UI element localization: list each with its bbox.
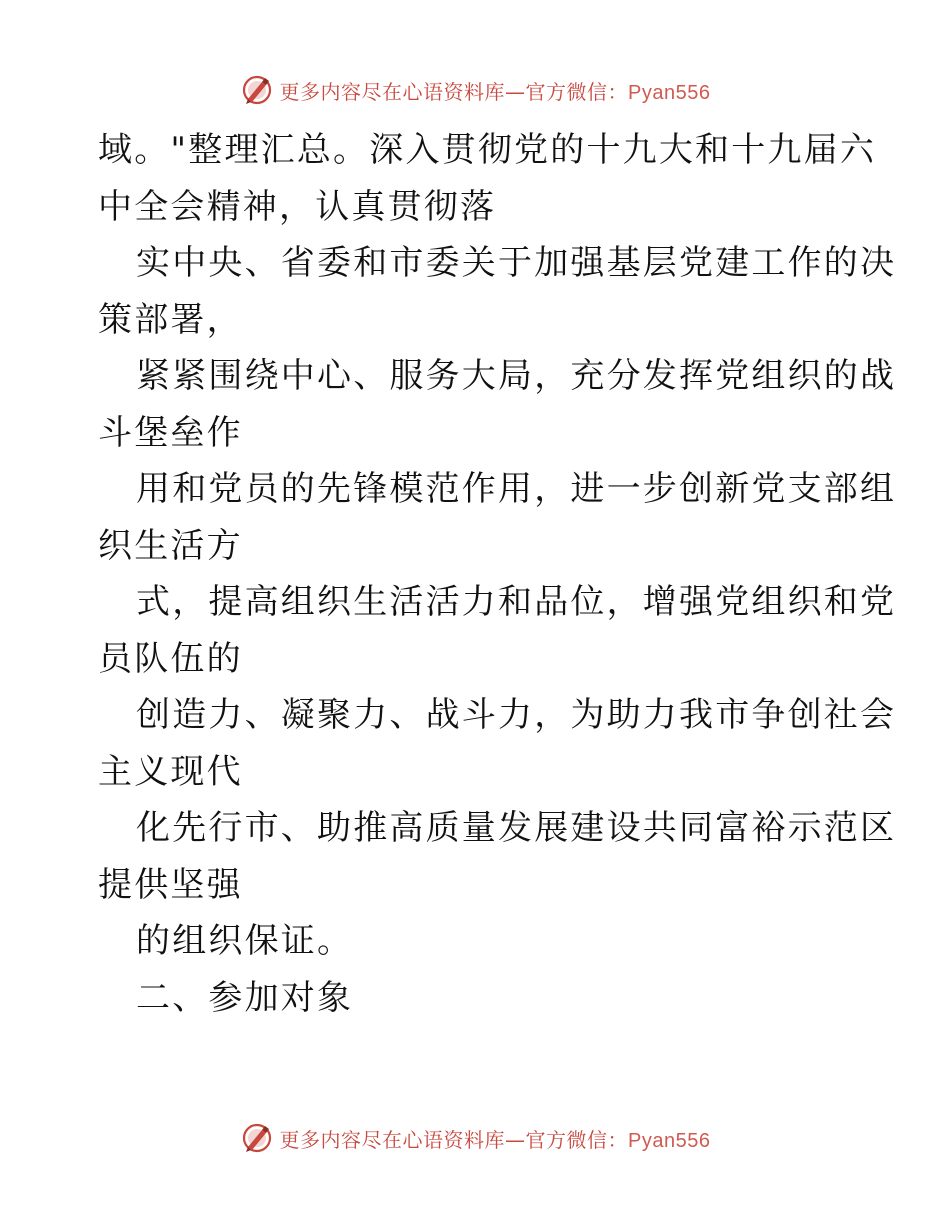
header-banner-main: 更多内容尽在心语资料库 [279,79,506,104]
footer-banner-wechat: 官方微信： [525,1127,629,1152]
document-body [98,122,897,1026]
body-line: 提供坚强 [98,864,243,905]
body-line: 织生活方 [98,525,243,566]
footer-banner-dash: — [505,1127,526,1152]
body-line: 的组织保证。 [136,921,354,961]
body-line: 中全会精神，认真贯彻落 [98,186,497,227]
header-banner-dash: — [505,79,526,104]
header-banner-text [280,76,711,105]
body-line: 创造力、凝聚力、战斗力，为助力我市争创社会 [136,695,897,735]
footer-banner-main: 更多内容尽在心语资料库 [279,1127,506,1152]
section-heading: 二、参加对象 [136,977,354,1018]
header-banner-account: Pyan556 [628,81,711,104]
footer-banner-text [280,1124,711,1153]
body-line: 策部署， [98,299,243,340]
body-line: 化先行市、助推高质量发展建设共同富裕示范区 [136,808,897,848]
body-line: 紧紧围绕中心、服务大局，充分发挥党组织的战 [136,356,897,396]
header-banner-wechat: 官方微信： [525,79,629,104]
body-line: 域。"整理汇总。深入贯彻党的十九大和十九届六 [98,130,877,170]
body-line: 用和党员的先锋模范作用，进一步创新党支部组 [136,469,897,509]
pen-seal-icon [240,73,274,107]
body-line: 式，提高组织生活活力和品位，增强党组织和党 [136,582,897,622]
body-line: 斗堡垒作 [98,412,243,453]
header-banner [0,70,950,110]
body-line: 员队伍的 [98,638,243,679]
body-line: 主义现代 [98,751,243,792]
footer-banner [0,1118,950,1158]
pen-seal-icon [240,1121,274,1155]
footer-banner-account: Pyan556 [628,1129,711,1152]
body-line: 实中央、省委和市委关于加强基层党建工作的决 [136,243,897,283]
